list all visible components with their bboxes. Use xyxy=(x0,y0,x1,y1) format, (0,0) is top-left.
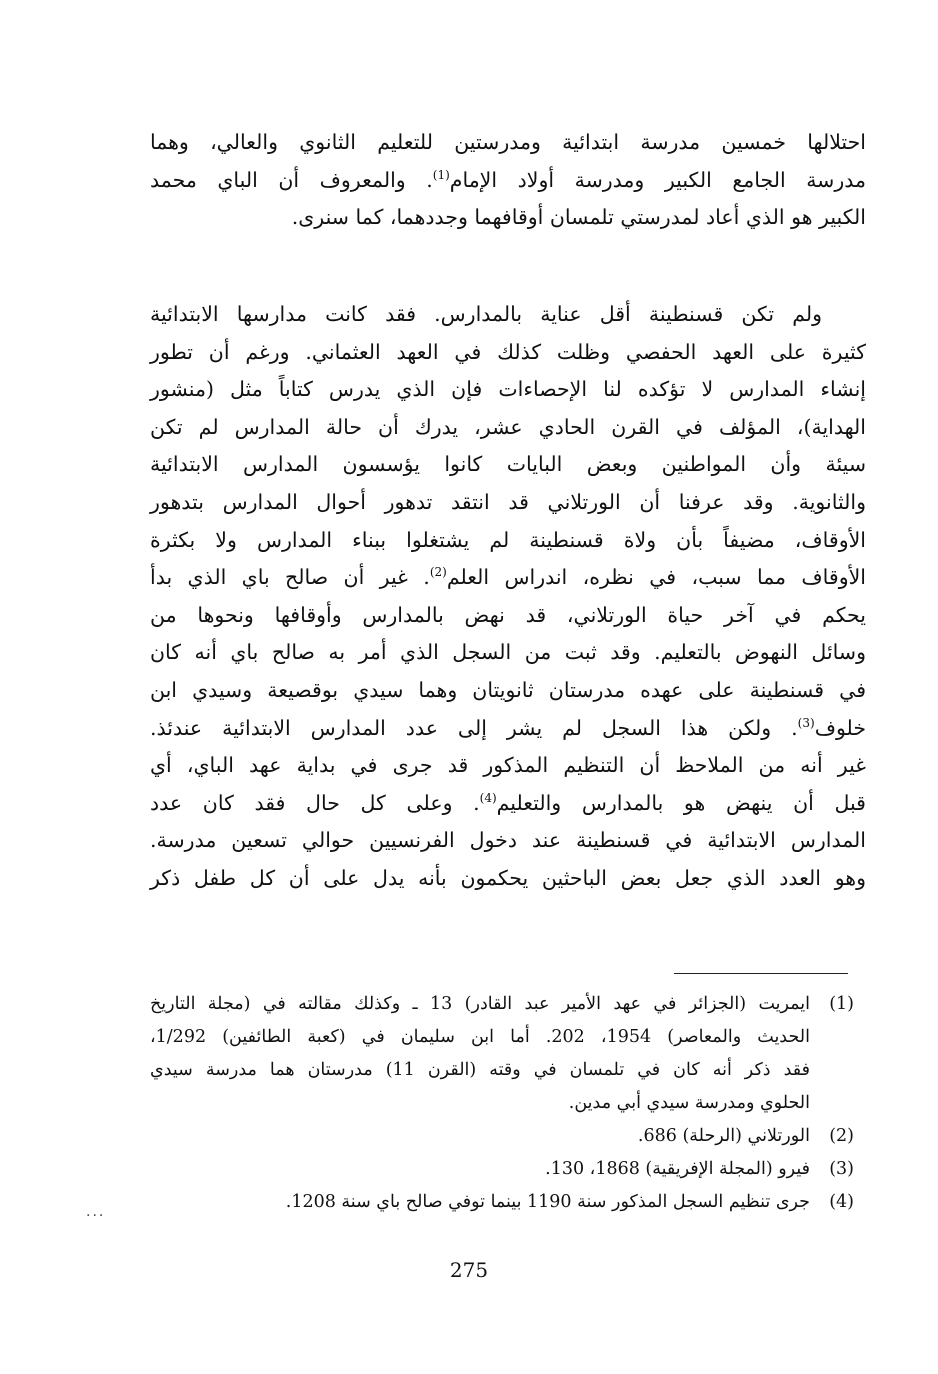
text-line: الأوقاف، مضيفاً بأن ولاة قسنطينة لم يشتغلوا ببناء المدارس ولا بكثرة xyxy=(150,527,866,552)
footnote-ref: (2) xyxy=(429,565,447,580)
text-line: في قسنطينة على عهده مدرستان ثانويتان وهما سيدي بوقصيعة وسيدي ابن xyxy=(150,677,866,702)
footnote-number: (2) xyxy=(829,1126,854,1146)
footnote-separator xyxy=(674,973,848,974)
paragraph-2 xyxy=(150,296,866,898)
text-line: المدارس الابتدائية في قسنطينة عند دخول الفرنسيين حوالي تسعين مدرسة. xyxy=(150,828,866,853)
footnote-line: فقد ذكر أنه كان في تلمسان في وقته (القرن 11) مدرستان هما مدرسة سيدي xyxy=(150,1060,810,1080)
page-number: 275 xyxy=(449,1258,489,1282)
text-line: يحكم في آخر حياة الورتلاني، قد نهض بالمدارس وأوقافها ونحوها من xyxy=(150,602,866,627)
text-line: والثانوية. وقد عرفنا أن الورتلاني قد انتقد تدهور أحوال المدارس بتدهور xyxy=(150,489,866,514)
paragraph-1 xyxy=(150,124,866,237)
footnotes xyxy=(150,988,854,1219)
footnote-1 xyxy=(150,988,854,1120)
footnote-ref: (3) xyxy=(797,715,815,730)
footnote-ref: (4) xyxy=(479,790,497,805)
footnote-line: الحديث والمعاصر) 1954، 202. أما ابن سليمان في (كعبة الطائفين) 1/292، xyxy=(150,1027,810,1047)
footnote-text xyxy=(150,988,810,1120)
text-line: الهداية)، المؤلف في القرن الحادي عشر، يدرك أن حالة المدارس لم تكن xyxy=(150,414,866,439)
text-line: إنشاء المدارس لا تؤكده لنا الإحصاءات فإن الذي يدرس كتاباً مثل (منشور xyxy=(150,377,866,402)
text-line: خلوف$^{(3)}$. ولكن هذا السجل لم يشر إلى عدد المدارس الابتدائية عندئذ. xyxy=(150,715,866,740)
text-line: سيئة وأن المواطنين وبعض البايات كانوا يؤسسون المدارس الابتدائية xyxy=(150,452,866,477)
text-line: غير أنه من الملاحظ أن التنظيم المذكور قد جرى في بداية عهد الباي، أي xyxy=(150,753,866,778)
footnote-line: الورتلاني (الرحلة) 686. xyxy=(637,1126,810,1146)
margin-mark: ... xyxy=(86,1204,106,1220)
footnote-text xyxy=(150,1120,810,1153)
text-line: ولم تكن قسنطينة أقل عناية بالمدارس. فقد كانت مدارسها الابتدائية xyxy=(150,302,822,326)
text-line: وسائل النهوض بالتعليم. وقد ثبت من السجل الذي أمر به صالح باي أنه كان xyxy=(150,640,866,665)
footnote-line: ايمريت (الجزائر في عهد الأمير عبد القادر) 13 ـ وكذلك مقالته في (مجلة التاريخ xyxy=(150,994,811,1014)
footnote-ref: (1) xyxy=(432,167,450,182)
text-line: وهو العدد الذي جعل بعض الباحثين يحكمون بأنه يدل على أن كل طفل ذكر xyxy=(150,865,866,890)
footnote-3 xyxy=(150,1153,854,1186)
text-line: احتلالها خمسين مدرسة ابتدائية ومدرستين للتعليم الثانوي والعالي، وهما xyxy=(150,130,866,154)
footnote-text xyxy=(150,1153,810,1186)
text-line: قبل أن ينهض هو بالمدارس والتعليم$^{(4)}$. وعلى كل حال فقد كان عدد xyxy=(150,790,866,815)
footnote-text xyxy=(150,1186,810,1219)
text-line: الكبير هو الذي أعاد لمدرستي تلمسان أوقافهما وجددهما، كما سنرى. xyxy=(291,205,866,230)
footnote-number: (3) xyxy=(829,1159,854,1179)
footnote-line: جرى تنظيم السجل المذكور سنة 1190 بينما توفي صالح باي سنة 1208. xyxy=(285,1192,810,1212)
footnote-4 xyxy=(150,1186,854,1219)
footnote-2 xyxy=(150,1120,854,1153)
text-line: الأوقاف مما سبب، في نظره، اندراس العلم$^{(2)}$. غير أن صالح باي الذي بدأ xyxy=(150,565,866,590)
footnote-line: فيرو (المجلة الإفريقية) 1868، 130. xyxy=(545,1159,810,1179)
text-line: كثيرة على العهد الحفصي وظلت كذلك في العهد العثماني. ورغم أن تطور xyxy=(150,339,866,364)
footnote-number: (4) xyxy=(829,1192,854,1212)
text-line: مدرسة الجامع الكبير ومدرسة أولاد الإمام$^{(1)}$. والمعروف أن الباي محمد xyxy=(150,167,866,192)
footnote-number: (1) xyxy=(829,994,854,1014)
footnote-line: الحلوي ومدرسة سيدي أبي مدين. xyxy=(568,1093,810,1113)
